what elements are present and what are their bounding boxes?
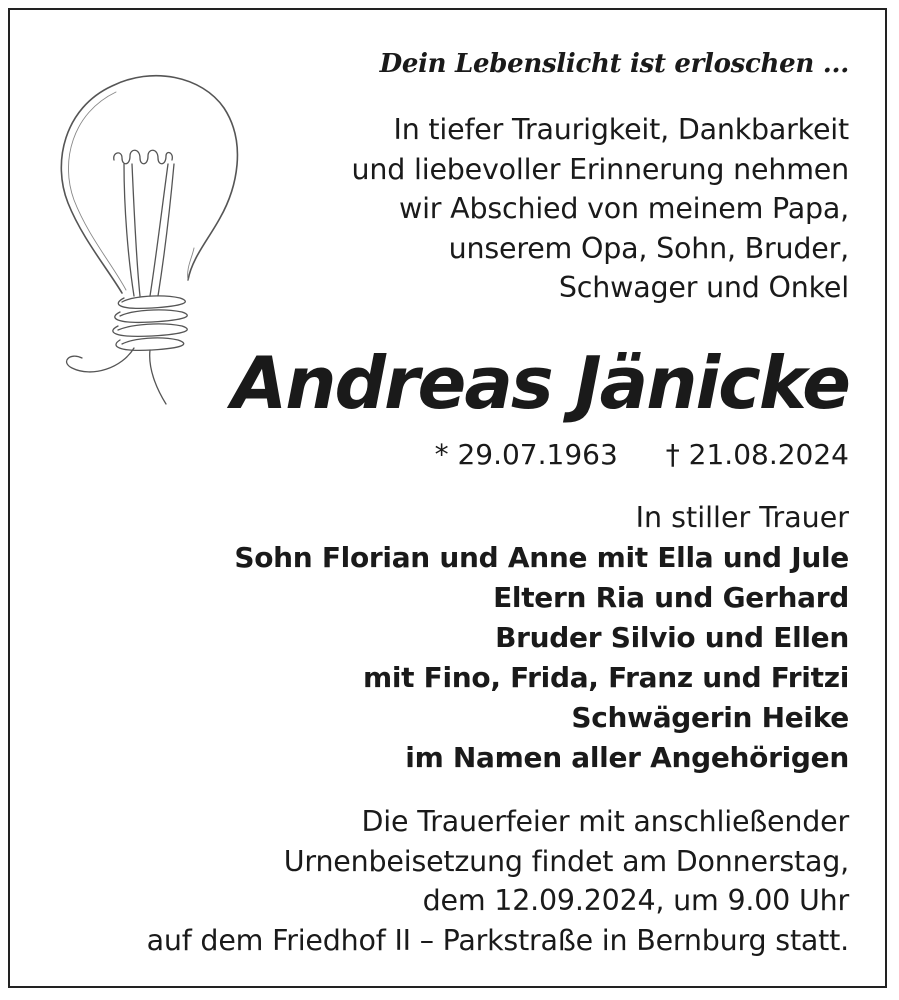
intro-line: und liebevoller Erinnerung nehmen xyxy=(351,152,849,186)
motto-heading: Dein Lebenslicht ist erloschen ... xyxy=(379,49,849,79)
service-line: Urnenbeisetzung findet am Donnerstag, xyxy=(283,844,849,878)
service-line: dem 12.09.2024, um 9.00 Uhr xyxy=(422,884,849,918)
intro-line: Schwager und Onkel xyxy=(558,271,849,305)
mourner-line: mit Fino, Frida, Franz und Fritzi xyxy=(362,661,849,694)
mourner-line: Schwägerin Heike xyxy=(571,701,849,734)
birth-date: * 29.07.1963 xyxy=(434,438,618,471)
death-date: † 21.08.2024 xyxy=(665,438,849,471)
mourner-line: im Namen aller Angehörigen xyxy=(405,741,849,774)
intro-line: In tiefer Traurigkeit, Dankbarkeit xyxy=(393,113,849,146)
mourner-line: Eltern Ria und Gerhard xyxy=(493,581,849,614)
deceased-name: Andreas Jänicke xyxy=(231,341,849,425)
intro-text xyxy=(352,110,849,308)
service-line: auf dem Friedhof II – Parkstraße in Bernburg statt. xyxy=(146,924,849,958)
mourners-list xyxy=(234,538,849,778)
life-dates xyxy=(435,433,849,477)
intro-line: wir Abschied von meinem Papa, xyxy=(398,192,849,226)
lightbulb-sketch-icon xyxy=(52,68,252,413)
mourner-line: Bruder Silvio und Ellen xyxy=(495,621,849,654)
mourning-lead: In stiller Trauer xyxy=(635,501,849,534)
intro-line: unserem Opa, Sohn, Bruder, xyxy=(448,231,849,265)
service-info xyxy=(147,802,849,961)
mourner-line: Sohn Florian und Anne mit Ella und Jule xyxy=(234,541,849,574)
service-line: Die Trauerfeier mit anschließender xyxy=(361,805,849,838)
